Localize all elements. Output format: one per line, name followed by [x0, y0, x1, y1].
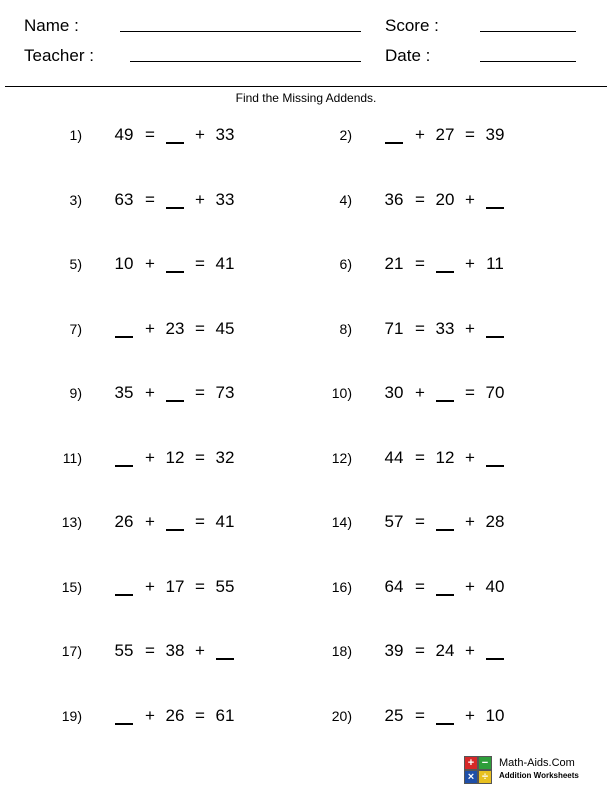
problem-item — [50, 318, 240, 342]
operand: 28 — [485, 512, 505, 531]
operand: 40 — [485, 577, 505, 596]
operator: = — [415, 319, 425, 338]
operator: + — [465, 254, 475, 273]
score-line — [480, 31, 576, 32]
operator: = — [195, 512, 205, 531]
operand: 30 — [384, 383, 404, 402]
operand: 41 — [215, 254, 235, 273]
operand: 57 — [384, 512, 404, 531]
problem-number: 7) — [69, 321, 82, 337]
operand: 17 — [165, 577, 185, 596]
operand: 27 — [435, 125, 455, 144]
operand: 70 — [485, 383, 505, 402]
operator: + — [415, 383, 425, 402]
operand: 33 — [215, 190, 235, 209]
operator: = — [195, 706, 205, 725]
operand: 63 — [114, 190, 134, 209]
problem-number: 3) — [69, 192, 82, 208]
operand: 12 — [435, 448, 455, 467]
problem-item — [50, 189, 240, 213]
operator: + — [145, 448, 155, 467]
operand: 36 — [384, 190, 404, 209]
problem-number: 8) — [339, 321, 352, 337]
problem-item — [320, 705, 510, 729]
answer-blank[interactable] — [433, 253, 457, 273]
operator: + — [145, 512, 155, 531]
problem-number: 12) — [331, 450, 352, 466]
answer-blank[interactable] — [112, 576, 136, 596]
math-operations-icon — [464, 756, 491, 783]
operator: + — [415, 125, 425, 144]
operator: + — [465, 706, 475, 725]
problem-item — [320, 189, 510, 213]
operand: 71 — [384, 319, 404, 338]
problem-number: 19) — [61, 708, 82, 724]
problem-item — [50, 640, 240, 664]
brand-subtitle: Addition Worksheets — [499, 771, 579, 780]
operand: 11 — [486, 254, 504, 273]
operand: 25 — [384, 706, 404, 725]
brand-name: Math-Aids.Com — [499, 757, 575, 769]
operator: + — [465, 448, 475, 467]
problem-number: 14) — [331, 514, 352, 530]
name-line — [120, 31, 361, 32]
answer-blank[interactable] — [483, 318, 507, 338]
operand: 73 — [215, 383, 235, 402]
problem-item — [50, 253, 240, 277]
problem-number: 11) — [62, 450, 82, 466]
operand: 26 — [165, 706, 185, 725]
operator: = — [145, 125, 155, 144]
operator: = — [465, 125, 475, 144]
operand: 26 — [114, 512, 134, 531]
problem-item — [320, 640, 510, 664]
header-divider — [5, 86, 607, 87]
site-logo — [464, 756, 604, 784]
operator: + — [195, 190, 205, 209]
teacher-line — [130, 61, 361, 62]
teacher-label: Teacher : — [24, 46, 94, 65]
operand: 20 — [435, 190, 455, 209]
date-line — [480, 61, 576, 62]
minus-icon: − — [478, 756, 492, 770]
problem-number: 16) — [331, 579, 352, 595]
instructions: Find the Missing Addends. — [235, 91, 377, 105]
answer-blank[interactable] — [483, 189, 507, 209]
problem-number: 13) — [61, 514, 82, 530]
operand: 55 — [215, 577, 235, 596]
operator: + — [145, 254, 155, 273]
operator: = — [415, 641, 425, 660]
problem-number: 10) — [331, 385, 352, 401]
operator: = — [415, 448, 425, 467]
answer-blank[interactable] — [163, 253, 187, 273]
problem-number: 15) — [61, 579, 82, 595]
operand: 38 — [165, 641, 185, 660]
answer-blank[interactable] — [433, 705, 457, 725]
answer-blank[interactable] — [163, 124, 187, 144]
answer-blank[interactable] — [433, 382, 457, 402]
operator: = — [195, 254, 205, 273]
answer-blank[interactable] — [433, 576, 457, 596]
problem-item — [320, 382, 510, 406]
operand: 32 — [215, 448, 235, 467]
operator: = — [415, 512, 425, 531]
answer-blank[interactable] — [112, 447, 136, 467]
problem-number: 1) — [69, 127, 82, 143]
answer-blank[interactable] — [112, 705, 136, 725]
answer-blank[interactable] — [483, 640, 507, 660]
operand: 64 — [384, 577, 404, 596]
operand: 49 — [114, 125, 134, 144]
operator: = — [145, 641, 155, 660]
operand: 55 — [114, 641, 134, 660]
problem-item — [320, 318, 510, 342]
answer-blank[interactable] — [483, 447, 507, 467]
operand: 10 — [114, 254, 134, 273]
answer-blank[interactable] — [163, 511, 187, 531]
plus-icon: + — [464, 756, 478, 770]
problem-item — [50, 576, 240, 600]
answer-blank[interactable] — [112, 318, 136, 338]
answer-blank[interactable] — [163, 189, 187, 209]
problem-item — [50, 511, 240, 535]
operand: 39 — [485, 125, 505, 144]
problem-number: 17) — [61, 643, 82, 659]
operator: = — [465, 383, 475, 402]
divide-icon: ÷ — [478, 770, 492, 784]
operator: = — [195, 448, 205, 467]
operator: = — [415, 190, 425, 209]
score-label: Score : — [385, 16, 439, 35]
operand: 21 — [384, 254, 404, 273]
operator: + — [145, 706, 155, 725]
problem-item — [50, 447, 240, 471]
answer-blank[interactable] — [213, 640, 237, 660]
problem-item — [320, 253, 510, 277]
operand: 44 — [384, 448, 404, 467]
operator: + — [195, 125, 205, 144]
operator: = — [415, 577, 425, 596]
problem-number: 4) — [339, 192, 352, 208]
problem-item — [320, 124, 510, 148]
operator: = — [415, 254, 425, 273]
operator: = — [415, 706, 425, 725]
problem-item — [320, 447, 510, 471]
problem-item — [320, 576, 510, 600]
problem-item — [320, 511, 510, 535]
operand: 33 — [435, 319, 455, 338]
operator: + — [195, 641, 205, 660]
problem-number: 2) — [339, 127, 352, 143]
problem-number: 9) — [69, 385, 82, 401]
operator: = — [195, 383, 205, 402]
operand: 41 — [215, 512, 235, 531]
date-label: Date : — [385, 46, 431, 65]
problem-item — [50, 124, 240, 148]
name-label: Name : — [24, 16, 79, 35]
operator: + — [145, 577, 155, 596]
operator: + — [465, 641, 475, 660]
operator: + — [465, 319, 475, 338]
operand: 23 — [165, 319, 185, 338]
problem-number: 6) — [339, 256, 352, 272]
operator: + — [465, 577, 475, 596]
problem-item — [50, 382, 240, 406]
operator: + — [465, 512, 475, 531]
operator: + — [465, 190, 475, 209]
operator: + — [145, 383, 155, 402]
operator: = — [195, 577, 205, 596]
answer-blank[interactable] — [433, 511, 457, 531]
operator: = — [195, 319, 205, 338]
operand: 24 — [435, 641, 455, 660]
operand: 33 — [215, 125, 235, 144]
operand: 39 — [384, 641, 404, 660]
problem-number: 20) — [331, 708, 352, 724]
operator: + — [145, 319, 155, 338]
times-icon: × — [464, 770, 478, 784]
problem-number: 18) — [331, 643, 352, 659]
problem-item — [50, 705, 240, 729]
operand: 10 — [485, 706, 505, 725]
operand: 61 — [215, 706, 235, 725]
problem-number: 5) — [69, 256, 82, 272]
operand: 35 — [114, 383, 134, 402]
answer-blank[interactable] — [163, 382, 187, 402]
operator: = — [145, 190, 155, 209]
operand: 12 — [165, 448, 185, 467]
operand: 45 — [215, 319, 235, 338]
answer-blank[interactable] — [382, 124, 406, 144]
